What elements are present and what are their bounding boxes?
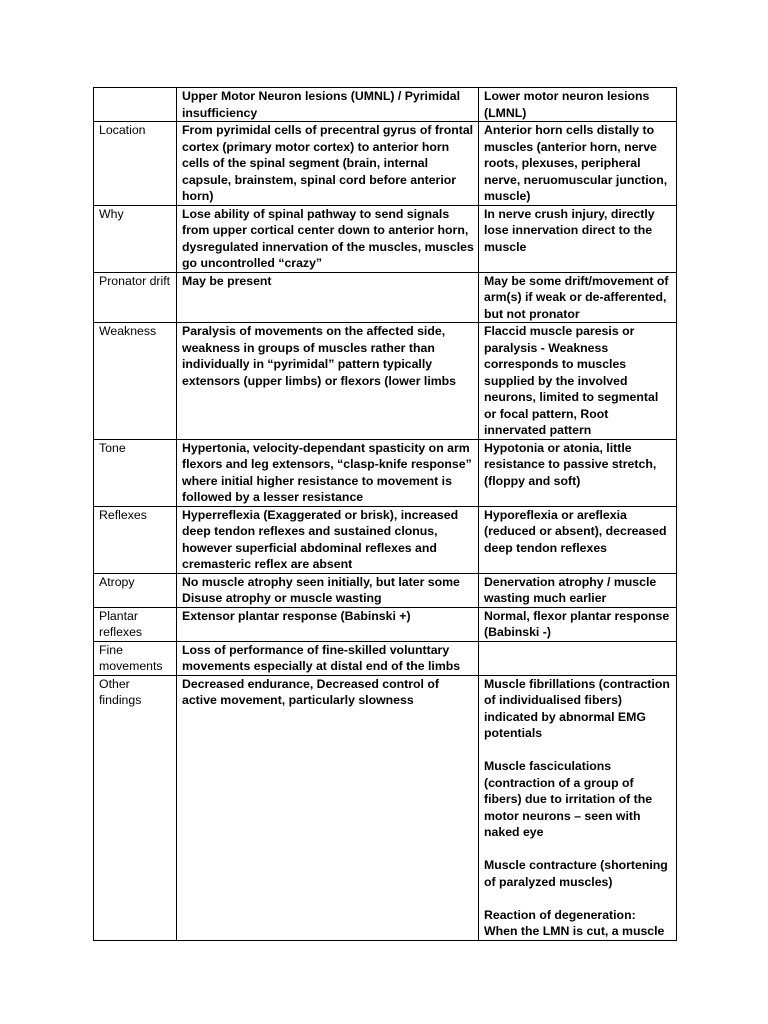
table-row-other-findings [94, 675, 677, 940]
umnl-cell: Loss of performance of fine-skilled volunttary movements especially at distal end of the limbs [177, 641, 479, 675]
table-row-location [94, 122, 677, 206]
row-label-cell [94, 88, 177, 122]
row-label-cell: Plantar reflexes [94, 607, 177, 641]
row-label-cell: Fine movements [94, 641, 177, 675]
umnl-cell: May be present [177, 272, 479, 323]
table-row-why [94, 205, 677, 272]
table-row-pronator-drift [94, 272, 677, 323]
lmnl-cell: Muscle fibrillations (contraction of individualised fibers) indicated by abnormal EMG potentials Muscle fasciculations (contraction of a group of fibers) due to irritation of the motor neurons – seen with naked eye Muscle contracture (shortening of paralyzed muscles) Reaction of degeneration: When the LMN is cut, a muscle [479, 675, 677, 940]
lmnl-cell: Normal, flexor plantar response (Babinski -) [479, 607, 677, 641]
row-label-cell: Atropy [94, 573, 177, 607]
row-label-cell: Location [94, 122, 177, 206]
row-label-cell: Other findings [94, 675, 177, 940]
umnl-cell: Hypertonia, velocity-dependant spasticity on arm flexors and leg extensors, “clasp-knife response” where initial higher resistance to movement is followed by a lesser resistance [177, 439, 479, 506]
lmnl-cell: Hypotonia or atonia, little resistance to passive stretch, (floppy and soft) [479, 439, 677, 506]
lmnl-cell: Anterior horn cells distally to muscles (anterior horn, nerve roots, plexuses, peripheral nerve, neruomuscular junction, muscle) [479, 122, 677, 206]
table-row-fine-movements [94, 641, 677, 675]
umnl-cell: Hyperreflexia (Exaggerated or brisk), increased deep tendon reflexes and sustained clonus, however superficial abdominal reflexes and cremasteric reflex are absent [177, 506, 479, 573]
table-row-reflexes [94, 506, 677, 573]
lmnl-cell: Hyporeflexia or areflexia (reduced or absent), decreased deep tendon reflexes [479, 506, 677, 573]
row-label-cell: Tone [94, 439, 177, 506]
row-label-cell: Reflexes [94, 506, 177, 573]
lmnl-cell: Flaccid muscle paresis or paralysis - Weakness corresponds to muscles supplied by the involved neurons, limited to segmental or focal pattern, Root innervated pattern [479, 323, 677, 440]
row-label-cell: Weakness [94, 323, 177, 440]
umnl-cell: Paralysis of movements on the affected side, weakness in groups of muscles rather than individually in “pyrimidal” pattern typically extensors (upper limbs) or flexors (lower limbs [177, 323, 479, 440]
lmnl-cell: Lower motor neuron lesions (LMNL) [479, 88, 677, 122]
table-row-tone [94, 439, 677, 506]
umnl-cell: From pyrimidal cells of precentral gyrus of frontal cortex (primary motor cortex) to anterior horn cells of the spinal segment (brain, internal capsule, brainstem, spinal cord before anterior horn) [177, 122, 479, 206]
lmnl-cell: Denervation atrophy / muscle wasting much earlier [479, 573, 677, 607]
row-label-cell: Pronator drift [94, 272, 177, 323]
row-label-cell: Why [94, 205, 177, 272]
umnl-cell: Extensor plantar response (Babinski +) [177, 607, 479, 641]
table-header-row [94, 88, 677, 122]
comparison-table [93, 87, 677, 941]
umnl-cell: No muscle atrophy seen initially, but later some Disuse atrophy or muscle wasting [177, 573, 479, 607]
table-body [94, 88, 677, 941]
umnl-cell: Lose ability of spinal pathway to send signals from upper cortical center down to anterior horn, dysregulated innervation of the muscles, muscles go uncontrolled “crazy” [177, 205, 479, 272]
umnl-cell: Upper Motor Neuron lesions (UMNL) / Pyrimidal insufficiency [177, 88, 479, 122]
table-row-plantar-reflexes [94, 607, 677, 641]
table-row-weakness [94, 323, 677, 440]
table-row-atropy [94, 573, 677, 607]
lmnl-cell: May be some drift/movement of arm(s) if weak or de-afferented, but not pronator [479, 272, 677, 323]
umnl-cell: Decreased endurance, Decreased control of active movement, particularly slowness [177, 675, 479, 940]
lmnl-cell: In nerve crush injury, directly lose innervation direct to the muscle [479, 205, 677, 272]
lmnl-cell [479, 641, 677, 675]
